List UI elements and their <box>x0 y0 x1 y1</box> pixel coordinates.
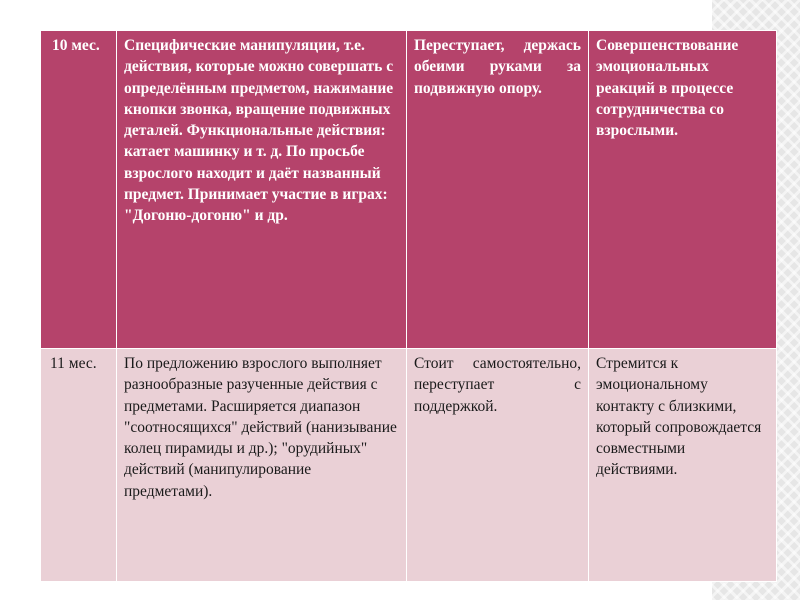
actions-cell: Специфические манипуляции, т.е. действия, которые можно совершать с определённым предметом, нажимание кнопки звонка, вращение подвижных деталей. Функциональные действия: катает машинку и т. д. По просьбе взрослого находит и даёт названный предмет. Принимает участие в играх: "Догоню-догоню" и др. <box>117 31 407 349</box>
movement-cell: Стоит самостоятельно, переступает с поддержкой. <box>407 349 589 582</box>
actions-cell: По предложению взрослого выполняет разнообразные разученные действия с предметами. Расширяется диапазон "соотносящихся" действий (нанизывание колец пирамиды и др.); "орудийных" действий (манипулирование предметами). <box>117 349 407 582</box>
movement-cell: Переступает, держась обеими руками за подвижную опору. <box>407 31 589 349</box>
age-cell: 10 мес. <box>41 31 117 349</box>
development-table <box>40 30 777 582</box>
age-cell: 11 мес. <box>41 349 117 582</box>
table-row <box>41 349 777 582</box>
emotion-cell: Стремится к эмоциональному контакту с близкими, который сопровождается совместными действиями. <box>589 349 777 582</box>
table-row <box>41 31 777 349</box>
emotion-cell: Совершенствование эмоциональных реакций в процессе сотрудничества со взрослыми. <box>589 31 777 349</box>
